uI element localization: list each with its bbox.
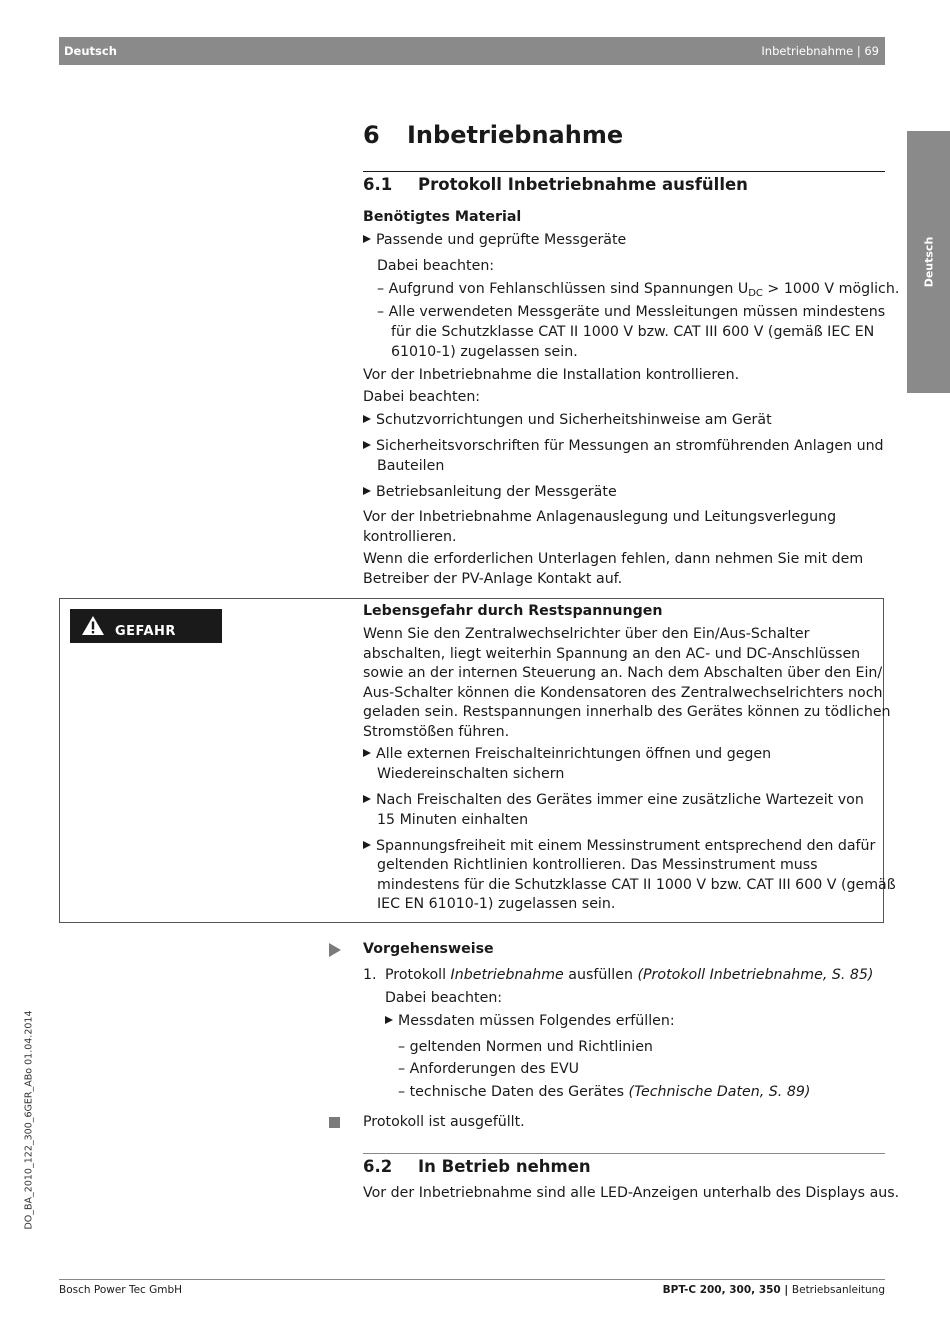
- bullet-arrow-icon: [385, 1016, 393, 1024]
- warning-bullet-cont: Wiedereinschalten sichern: [377, 766, 565, 782]
- warning-line: Stromstößen führen.: [363, 724, 510, 740]
- warning-line: abschalten, liegt weiterhin Spannung an den AC- und DC-Anschlüssen: [363, 646, 861, 662]
- section-number: 6.2: [363, 1157, 393, 1176]
- warning-bullet-cont: geltenden Richtlinien kontrollieren. Das Messinstrument muss: [377, 857, 818, 873]
- warning-bullet-cont: IEC EN 61010-1) zugelassen sein.: [377, 896, 616, 912]
- bullet-arrow-icon: [363, 841, 371, 849]
- section-6-1-heading: [363, 175, 748, 194]
- section-title: In Betrieb nehmen: [418, 1157, 591, 1176]
- danger-label: [70, 609, 222, 643]
- warning-bullet-cont: mindestens für die Schutzklasse CAT II 1000 V bzw. CAT III 600 V (gemäß: [377, 877, 896, 893]
- bullet-arrow-icon: [363, 235, 371, 243]
- paragraph: Vor der Inbetriebnahme die Installation kontrollieren.: [363, 367, 740, 383]
- bullet-arrow-icon: [363, 415, 371, 423]
- header-section-page: Inbetriebnahme | 69: [761, 44, 879, 58]
- section-title: Protokoll Inbetriebnahme ausfüllen: [418, 175, 748, 194]
- paragraph-cont: Betreiber der PV-Anlage Kontakt auf.: [363, 571, 623, 587]
- dash-item: – geltenden Normen und Richtlinien: [398, 1039, 653, 1055]
- footer-rule: [59, 1279, 885, 1280]
- warning-bullet: Alle externen Freischalteinrichtungen öffnen und gegen: [363, 745, 771, 765]
- bullet-arrow-icon: [363, 487, 371, 495]
- section-rule: [363, 1153, 885, 1154]
- footer-document: BPT-C 200, 300, 350 | Betriebsanleitung: [662, 1284, 885, 1296]
- paragraph: Vor der Inbetriebnahme Anlagenauslegung und Leitungsverlegung: [363, 509, 837, 525]
- chapter-rule: [363, 171, 885, 172]
- warning-line: sowie an der internen Steuerung an. Nach dem Abschalten über den Ein/: [363, 665, 883, 681]
- procedure-heading: Vorgehensweise: [363, 941, 494, 957]
- warning-line: geladen sein. Restspannungen innerhalb des Gerätes können zu tödlichen: [363, 704, 891, 720]
- procedure-result: Protokoll ist ausgefüllt.: [363, 1114, 525, 1130]
- dash-item: – Anforderungen des EVU: [398, 1061, 580, 1077]
- bullet-item: Messdaten müssen Folgendes erfüllen:: [385, 1012, 675, 1032]
- warning-line: Aus-Schalter können die Kondensatoren des Zentralwechselrichters noch: [363, 685, 883, 701]
- bullet-item: Betriebsanleitung der Messgeräte: [363, 483, 617, 503]
- paragraph-cont: kontrollieren.: [363, 529, 457, 545]
- paragraph: Wenn die erforderlichen Unterlagen fehlen, dann nehmen Sie mit dem: [363, 551, 864, 567]
- side-tab-label: Deutsch: [922, 236, 935, 288]
- result-square-icon: [329, 1117, 340, 1128]
- warning-title: Lebensgefahr durch Restspannungen: [363, 603, 663, 619]
- dash-item: – technische Daten des Gerätes (Technische Daten, S. 89): [398, 1084, 811, 1100]
- chapter-title: [363, 121, 623, 149]
- danger-label-text: GEFAHR: [115, 624, 176, 639]
- bullet-arrow-icon: [363, 749, 371, 757]
- dash-item: – Alle verwendeten Messgeräte und Messleitungen müssen mindestens: [377, 304, 886, 320]
- bullet-arrow-icon: [363, 795, 371, 803]
- note-intro: Dabei beachten:: [363, 389, 481, 405]
- bullet-item: Schutzvorrichtungen und Sicherheitshinweise am Gerät: [363, 411, 772, 431]
- page-header: [59, 37, 885, 65]
- document-code: DO_BA_2010_122_300_6GER_ABo 01.04.2014: [23, 1010, 35, 1230]
- procedure-step: 1. Protokoll Inbetriebnahme ausfüllen (Protokoll Inbetriebnahme, S. 85): [363, 967, 874, 983]
- paragraph: Vor der Inbetriebnahme sind alle LED-Anzeigen unterhalb des Displays aus.: [363, 1185, 900, 1201]
- section-number: 6.1: [363, 175, 393, 194]
- footer-company: Bosch Power Tec GmbH: [59, 1284, 183, 1296]
- note-intro: Dabei beachten:: [385, 990, 503, 1006]
- chapter-number: 6: [363, 121, 380, 149]
- dash-item-cont: 61010-1) zugelassen sein.: [391, 344, 578, 360]
- warning-triangle-icon: [82, 616, 104, 635]
- chapter-title-text: Inbetriebnahme: [407, 121, 624, 149]
- note-intro: Dabei beachten:: [377, 258, 495, 274]
- bullet-item-cont: Bauteilen: [377, 458, 445, 474]
- bullet-arrow-icon: [363, 441, 371, 449]
- warning-bullet: Spannungsfreiheit mit einem Messinstrument entsprechend den dafür: [363, 837, 875, 857]
- procedure-arrow-icon: [329, 943, 341, 957]
- language-side-tab: [907, 131, 950, 393]
- bullet-item: Sicherheitsvorschriften für Messungen an stromführenden Anlagen und: [363, 437, 884, 457]
- dash-item: – Aufgrund von Fehlanschlüssen sind Spannungen $U_{DC} > 1000$ V möglich.: [377, 281, 900, 299]
- material-heading: Benötigtes Material: [363, 209, 522, 225]
- bullet-item: Passende und geprüfte Messgeräte: [363, 231, 626, 251]
- warning-bullet: Nach Freischalten des Gerätes immer eine zusätzliche Wartezeit von: [363, 791, 864, 811]
- warning-bullet-cont: 15 Minuten einhalten: [377, 812, 529, 828]
- dash-item-cont: für die Schutzklasse CAT II 1000 V bzw. CAT III 600 V (gemäß IEC EN: [391, 324, 875, 340]
- header-language: Deutsch: [64, 44, 117, 58]
- section-6-2-heading: [363, 1157, 591, 1176]
- warning-line: Wenn Sie den Zentralwechselrichter über den Ein/Aus-Schalter: [363, 626, 810, 642]
